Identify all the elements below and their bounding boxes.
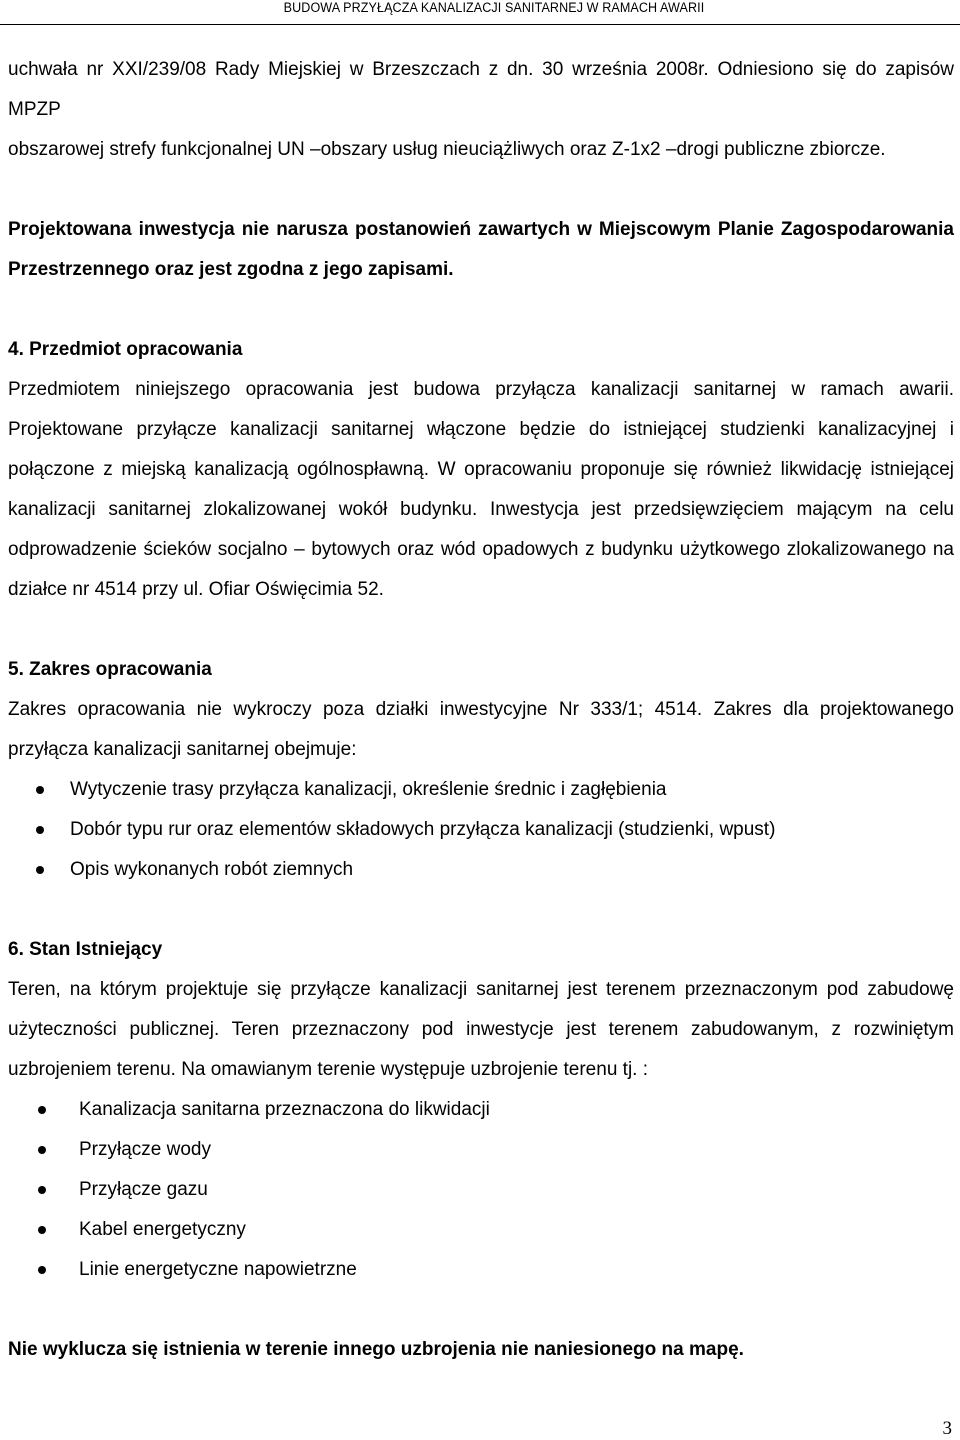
list-item-text: Dobór typu rur oraz elementów składowych przyłącza kanalizacji (studzienki, wpust) bbox=[70, 819, 776, 840]
list-item-text: Linie energetyczne napowietrzne bbox=[79, 1259, 357, 1280]
list-item bbox=[8, 1170, 954, 1210]
bullet-icon bbox=[38, 1106, 46, 1114]
section-6-list bbox=[8, 1090, 954, 1290]
intro-line-1: uchwała nr XXI/239/08 Rady Miejskiej w Brzeszczach z dn. 30 września 2008r. Odniesiono się do zapisów MPZP bbox=[8, 59, 954, 120]
list-item-text: Wytyczenie trasy przyłącza kanalizacji, określenie średnic i zagłębienia bbox=[70, 779, 667, 800]
closing-note: Nie wyklucza się istnienia w terenie innego uzbrojenia nie naniesionego na mapę. bbox=[8, 1339, 744, 1360]
list-item bbox=[8, 770, 954, 810]
spacer bbox=[8, 1290, 954, 1330]
section-5-paragraph: Zakres opracowania nie wykroczy poza działki inwestycyjne Nr 333/1; 4514. Zakres dla projektowanego przyłącza kanalizacji sanitarnej obejmuje: bbox=[8, 699, 954, 760]
bullet-icon bbox=[38, 1146, 46, 1154]
page-number: 3 bbox=[942, 1418, 952, 1439]
section-6-heading: 6. Stan Istniejący bbox=[8, 939, 163, 960]
section-5-heading: 5. Zakres opracowania bbox=[8, 659, 212, 680]
section-5-list bbox=[8, 770, 954, 890]
bullet-icon bbox=[38, 1226, 46, 1234]
bullet-icon bbox=[38, 1186, 46, 1194]
compliance-statement: Projektowana inwestycja nie narusza postanowień zawartych w Miejscowym Planie Zagospodarowania Przestrzennego oraz jest zgodna z jego zapisami. bbox=[8, 219, 954, 280]
list-item-text: Kabel energetyczny bbox=[79, 1219, 246, 1240]
list-item bbox=[8, 850, 954, 890]
page-header bbox=[0, 0, 960, 25]
bullet-icon bbox=[36, 786, 44, 794]
list-item bbox=[8, 1130, 954, 1170]
header-title: BUDOWA PRZYŁĄCZA KANALIZACJI SANITARNEJ W RAMACH AWARII bbox=[283, 0, 704, 15]
list-item-text: Przyłącze gazu bbox=[79, 1179, 208, 1200]
spacer bbox=[8, 610, 954, 650]
list-item bbox=[8, 1210, 954, 1250]
spacer bbox=[8, 890, 954, 930]
list-item-text: Przyłącze wody bbox=[79, 1139, 211, 1160]
intro-line-2: obszarowej strefy funkcjonalnej UN –obszary usług nieuciążliwych oraz Z-1x2 –drogi publiczne zbiorcze. bbox=[8, 139, 886, 160]
list-item-text: Kanalizacja sanitarna przeznaczona do likwidacji bbox=[79, 1099, 490, 1120]
list-item-text: Opis wykonanych robót ziemnych bbox=[70, 859, 354, 880]
bullet-icon bbox=[36, 826, 44, 834]
list-item bbox=[8, 810, 954, 850]
section-4-heading: 4. Przedmiot opracowania bbox=[8, 339, 243, 360]
bullet-icon bbox=[38, 1266, 46, 1274]
list-item bbox=[8, 1250, 954, 1290]
section-4-paragraph: Przedmiotem niniejszego opracowania jest budowa przyłącza kanalizacji sanitarnej w ramach awarii. Projektowane przyłącze kanalizacji sanitarnej włączone będzie do istniejącej studzienki kanalizacyjnej i połączone z miejską kanalizacją ogólnospławną. W opracowaniu proponuje się również likwidację istniejącej kanalizacji sanitarnej zlokalizowanej wokół budynku. Inwestycja jest przedsięwzięciem mającym na celu odprowadzenie ścieków socjalno – bytowych oraz wód opadowych z budynku użytkowego zlokalizowanego na działce nr 4514 przy ul. Ofiar Oświęcimia 52. bbox=[8, 379, 954, 600]
spacer bbox=[8, 170, 954, 210]
list-item bbox=[8, 1090, 954, 1130]
spacer bbox=[8, 290, 954, 330]
document-body bbox=[8, 50, 954, 1370]
bullet-icon bbox=[36, 866, 44, 874]
section-6-paragraph: Teren, na którym projektuje się przyłącze kanalizacji sanitarnej jest terenem przeznaczonym pod zabudowę użyteczności publicznej. Teren przeznaczony pod inwestycje jest terenem zabudowanym, z rozwiniętym uzbrojeniem terenu. Na omawianym terenie występuje uzbrojenie terenu tj. : bbox=[8, 979, 954, 1080]
